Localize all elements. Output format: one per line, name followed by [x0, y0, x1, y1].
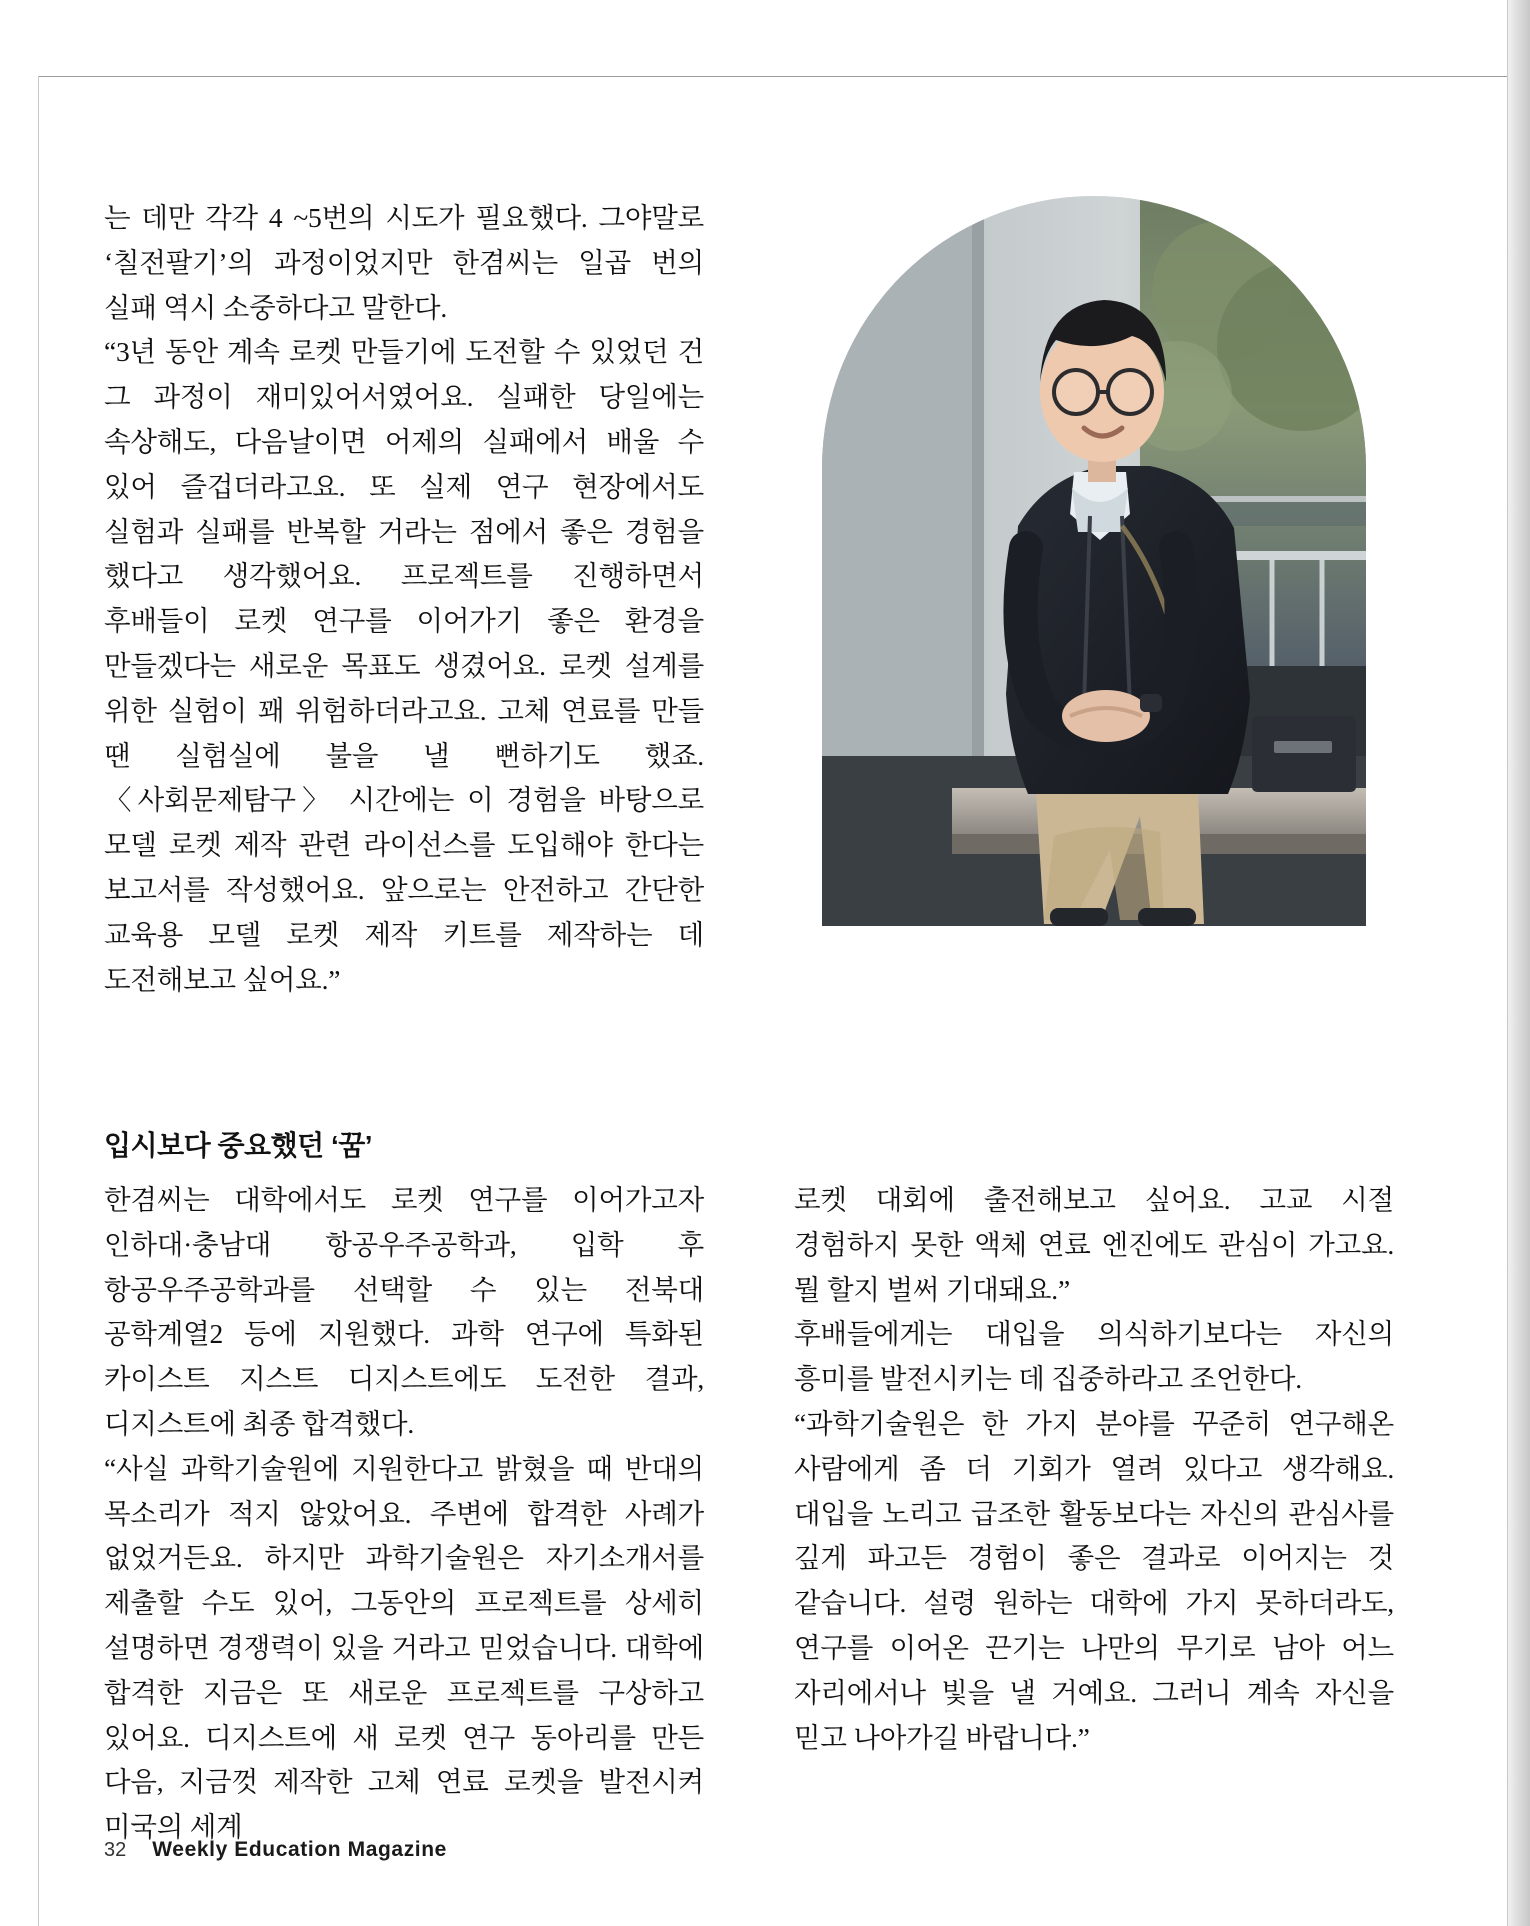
- page-top-rule: [38, 76, 1508, 77]
- paragraph: “3년 동안 계속 로켓 만들기에 도전할 수 있었던 건 그 과정이 재미있어서였어요. 실패한 당일에는 속상해도, 다음날이면 어제의 실패에서 배울 수 있어 즐겁더라고요. 또 실제 연구 현장에서도 실험과 실패를 반복할 거라는 점에서 좋은 경험을 했다고 생각했어요. 프로젝트를 진행하면서 후배들이 로켓 연구를 이어가기 좋은 환경을 만들겠다는 새로운 목표도 생겼어요. 로켓 설계를 위한 실험이 꽤 위험하더라고요. 고체 연료를 만들 땐 실험실에 불을 낼 뻔하기도 했죠. 〈사회문제탐구〉 시간에는 이 경험을 바탕으로 모델 로켓 제작 관련 라이선스를 도입해야 한다는 보고서를 작성했어요. 앞으로는 안전하고 간단한 교육용 모델 로켓 제작 키트를 제작하는 데 도전해보고 싶어요.”: [104, 336, 704, 995]
- portrait-photo-graphic: [822, 196, 1366, 926]
- page-number: 32: [104, 1839, 127, 1861]
- paragraph: “사실 과학기술원에 지원한다고 밝혔을 때 반대의 목소리가 적지 않았어요. 주변에 합격한 사례가 없었거든요. 하지만 과학기술원은 자기소개서를 제출할 수도 있어, 그동안의 프로젝트를 상세히 설명하면 경쟁력이 있을 거라고 믿었습니다. 대학에 합격한 지금은 또 새로운 프로젝트를 구상하고 있어요. 디지스트에 새 로켓 연구 동아리를 만든 다음, 지금껏 제작한 고체 연료 로켓을 발전시켜 미국의 세계: [104, 1452, 704, 1843]
- left-column-top: [104, 196, 704, 1002]
- page-left-rule: [38, 76, 39, 1926]
- page-footer: [104, 1838, 447, 1862]
- paragraph: 는 데만 각각 4 ~5번의 시도가 필요했다. 그야말로 ‘칠전팔기’의 과정이었지만 한겸씨는 일곱 번의 실패 역시 소중하다고 말한다.: [104, 202, 704, 323]
- right-column-bottom: [794, 1178, 1394, 1760]
- paragraph: 로켓 대회에 출전해보고 싶어요. 고교 시절 경험하지 못한 액체 연료 엔진에도 관심이 가고요. 뭘 할지 벌써 기대돼요.”: [794, 1184, 1394, 1305]
- portrait-photo: [822, 196, 1366, 926]
- magazine-title: Weekly Education Magazine: [152, 1838, 447, 1861]
- paragraph: 후배들에게는 대입을 의식하기보다는 자신의 흥미를 발전시키는 데 집중하라고 조언한다.: [794, 1318, 1394, 1395]
- section-heading: 입시보다 중요했던 ‘꿈’: [104, 1130, 373, 1161]
- paragraph: 한겸씨는 대학에서도 로켓 연구를 이어가고자 인하대·충남대 항공우주공학과, 입학 후 항공우주공학과를 선택할 수 있는 전북대 공학계열2 등에 지원했다. 과학 연구에 특화된 카이스트 지스트 디지스트에도 도전한 결과, 디지스트에 최종 합격했다.: [104, 1184, 704, 1439]
- page-edge-shadow: [1508, 0, 1530, 1926]
- paragraph: “과학기술원은 한 가지 분야를 꾸준히 연구해온 사람에게 좀 더 기회가 열려 있다고 생각해요. 대입을 노리고 급조한 활동보다는 자신의 관심사를 깊게 파고든 경험이 좋은 결과로 이어지는 것 같습니다. 설령 원하는 대학에 가지 못하더라도, 연구를 이어온 끈기는 나만의 무기로 남아 어느 자리에서나 빛을 낼 거예요. 그러니 계속 자신을 믿고 나아가길 바랍니다.”: [794, 1407, 1394, 1753]
- left-column-bottom: [104, 1178, 704, 1850]
